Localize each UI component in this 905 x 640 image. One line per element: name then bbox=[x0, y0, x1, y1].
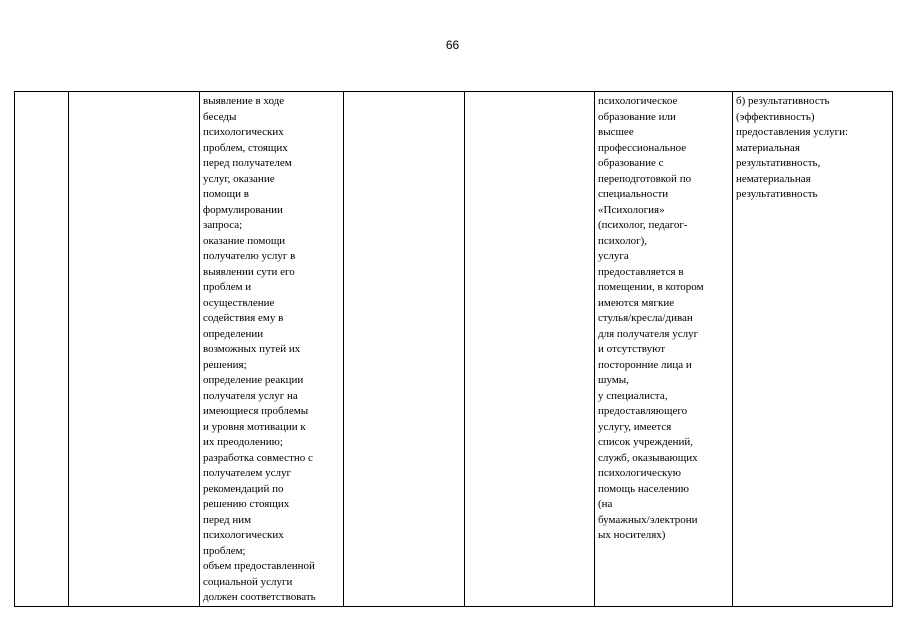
table-cell-service-content bbox=[200, 92, 344, 607]
table-cell-col1 bbox=[15, 92, 69, 607]
table-cell-col2 bbox=[69, 92, 200, 607]
table-cell-col4 bbox=[344, 92, 465, 607]
services-table bbox=[14, 91, 893, 607]
table-cell-effectiveness bbox=[733, 92, 893, 607]
table-row bbox=[15, 92, 893, 607]
conditions-text: психологическое образование или высшее профессиональное образование с переподготовкой по специальности «Психология» (психолог, педагог- психолог), услуга предоставляется в помещении, в котором имеются мягкие стулья/кресла/диван для получателя услуг и отсутствуют посторонние лица и шумы, у специалиста, предоставляющего услугу, имеется список учреждений, служб, оказывающих психологическую помощь населению (на бумажных/электрони ых носителях) bbox=[598, 95, 704, 541]
service-content-text: выявление в ходе беседы психологических проблем, стоящих перед получателем услуг, оказание помощи в формулировании запроса; оказание помощи получателю услуг в выявлении сути его проблем и осуществление содействия ему в определении возможных путей их решения; определение реакции получателя услуг на имеющиеся проблемы и уровня мотивации к их преодолению; разработка совместно с получателем услуг рекомендаций по решению стоящих перед ним психологических проблем; объем предоставленной социальной услуги должен соответствовать bbox=[203, 95, 316, 603]
effectiveness-text: б) результативность (эффективность) предоставления услуги: материальная результативность, нематериальная результативность bbox=[736, 95, 849, 200]
table-cell-conditions bbox=[595, 92, 733, 607]
page-number: 66 bbox=[445, 38, 460, 52]
table-cell-col5 bbox=[465, 92, 595, 607]
